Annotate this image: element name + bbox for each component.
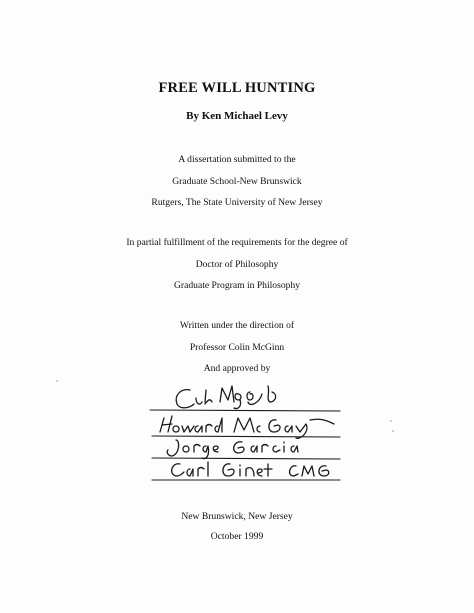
- author-line: By Ken Michael Levy: [186, 110, 288, 122]
- submission-line-2: Graduate School-New Brunswick: [172, 176, 302, 187]
- scan-speck: [390, 420, 392, 422]
- advisor-line: Professor Colin McGinn: [189, 342, 285, 353]
- submission-line-3: Rutgers, The State University of New Jersey: [151, 197, 323, 208]
- signature-1: [176, 386, 275, 409]
- scan-speck: [392, 430, 394, 432]
- signature-2: [160, 416, 334, 438]
- fulfillment-line-1: In partial fulfillment of the requirements for the degree of: [126, 237, 348, 248]
- direction-line: Written under the direction of: [179, 320, 295, 331]
- submission-line-1: A dissertation submitted to the: [178, 154, 296, 165]
- committee-signatures: [150, 380, 340, 485]
- signature-3: [167, 440, 298, 459]
- date-line: October 1999: [210, 531, 264, 542]
- place-line: New Brunswick, New Jersey: [181, 511, 293, 522]
- signature-drawing: [150, 380, 340, 485]
- signature-4: [172, 462, 329, 476]
- degree-line: Doctor of Philosophy: [195, 259, 279, 270]
- program-line: Graduate Program in Philosophy: [173, 280, 301, 291]
- dissertation-title: FREE WILL HUNTING: [158, 80, 316, 96]
- approved-by-line: And approved by: [203, 363, 271, 374]
- scan-speck: [56, 380, 58, 382]
